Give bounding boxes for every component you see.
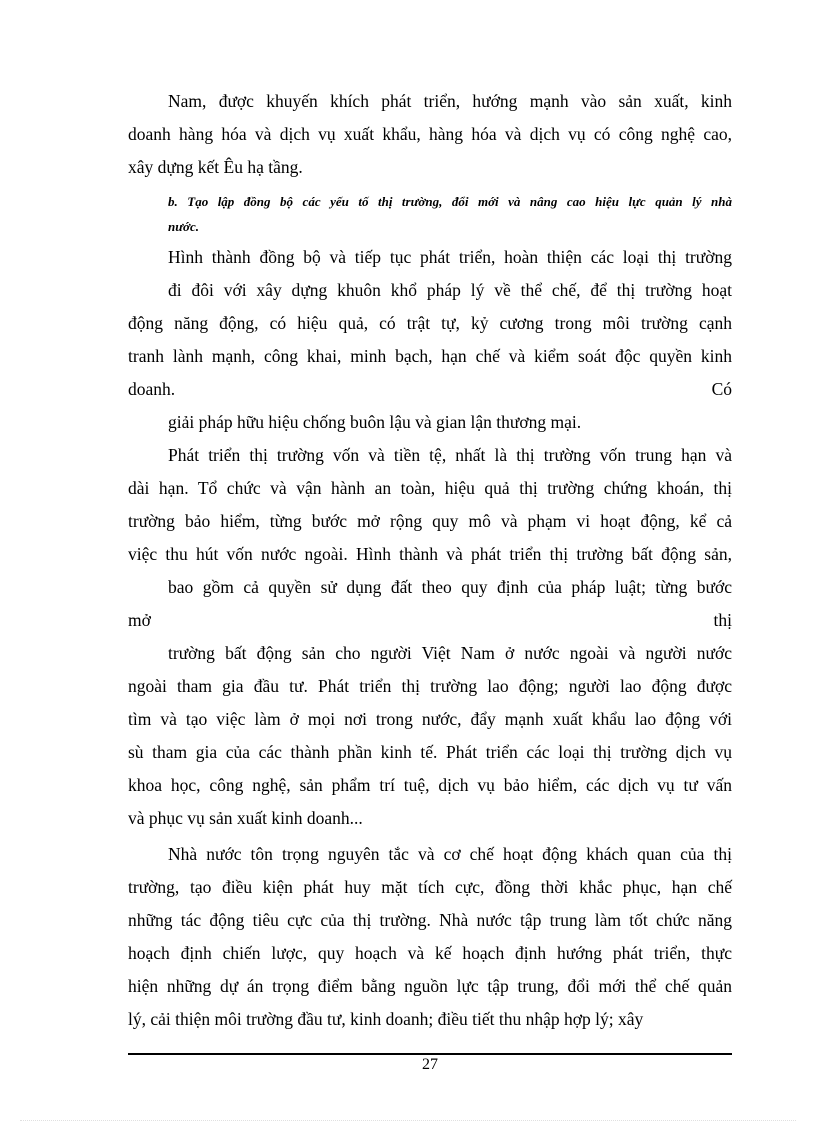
text-line: việc thu hút vốn nước ngoài. Hình thành và phát triển thị trường bất động sản, — [128, 544, 732, 564]
text-line: hiện những dự án trọng điểm bằng nguồn lực tập trung, đổi mới thể chế quản — [128, 976, 732, 996]
text-line: khoa học, công nghệ, sản phẩm trí tuệ, dịch vụ bảo hiểm, các dịch vụ tư vấn — [128, 775, 732, 795]
text-line: dài hạn. Tổ chức và vận hành an toàn, hiệu quả thị trường chứng khoán, thị — [128, 478, 732, 498]
text-line: tranh lành mạnh, công khai, minh bạch, hạn chế và kiểm soát độc quyền kinh — [128, 346, 732, 366]
text-line: hoạch định chiến lược, quy hoạch và kế hoạch định hướng phát triển, thực — [128, 943, 732, 963]
text-line: trường bảo hiểm, từng bước mở rộng quy mô và phạm vi hoạt động, kể cả — [128, 511, 732, 531]
text-line: động năng động, có hiệu quả, có trật tự, kỷ cương trong môi trường cạnh — [128, 313, 732, 333]
text-line: lý, cải thiện môi trường đầu tư, kinh doanh; điều tiết thu nhập hợp lý; xây — [128, 1009, 644, 1029]
page-bottom-border — [20, 1120, 796, 1121]
text-line: doanh hàng hóa và dịch vụ xuất khẩu, hàng hóa và dịch vụ có công nghệ cao, — [128, 124, 732, 144]
text-line: và phục vụ sản xuất kinh doanh... — [128, 808, 363, 828]
text-line: Hình thành đồng bộ và tiếp tục phát triển, hoàn thiện các loại thị trường — [168, 247, 732, 267]
text-line: xây dựng kết Êu hạ tầng. — [128, 157, 303, 177]
text-line-fragment: mở — [128, 610, 151, 630]
text-line: ngoài tham gia đầu tư. Phát triển thị trường lao động; người lao động được — [128, 676, 732, 696]
text-line: Nhà nước tôn trọng nguyên tắc và cơ chế hoạt động khách quan của thị — [168, 844, 732, 864]
page-number: 27 — [422, 1056, 438, 1073]
text-line-fragment: Có — [711, 379, 732, 399]
section-heading-cont: nước. — [168, 219, 200, 234]
text-line: những tác động tiêu cực của thị trường. Nhà nước tập trung làm tốt chức năng — [128, 910, 732, 930]
text-line: trường bất động sản cho người Việt Nam ở nước ngoài và người nước — [168, 643, 732, 663]
text-line: tìm và tạo việc làm ở mọi nơi trong nước, đẩy mạnh xuất khẩu lao động với — [128, 709, 732, 729]
text-line: Phát triển thị trường vốn và tiền tệ, nhất là thị trường vốn trung hạn và — [168, 445, 732, 465]
text-line-fragment: thị — [713, 610, 732, 630]
text-line: bao gồm cả quyền sử dụng đất theo quy định của pháp luật; từng bước — [168, 577, 732, 597]
text-line: doanh. — [128, 379, 176, 399]
text-line: sù tham gia của các thành phần kinh tế. Phát triển các loại thị trường dịch vụ — [128, 742, 732, 762]
text-line: giải pháp hữu hiệu chống buôn lậu và gian lận thương mại. — [168, 412, 582, 432]
section-heading: b. Tạo lập đồng bộ các yếu tố thị trường, đổi mới và nâng cao hiệu lực quản lý nhà — [168, 194, 732, 209]
text-line: Nam, được khuyến khích phát triển, hướng mạnh vào sản xuất, kinh — [168, 91, 732, 111]
text-line: trường, tạo điều kiện phát huy mặt tích cực, đồng thời khắc phục, hạn chế — [128, 877, 732, 897]
text-line: đi đôi với xây dựng khuôn khổ pháp lý về thể chế, để thị trường hoạt — [168, 280, 732, 300]
